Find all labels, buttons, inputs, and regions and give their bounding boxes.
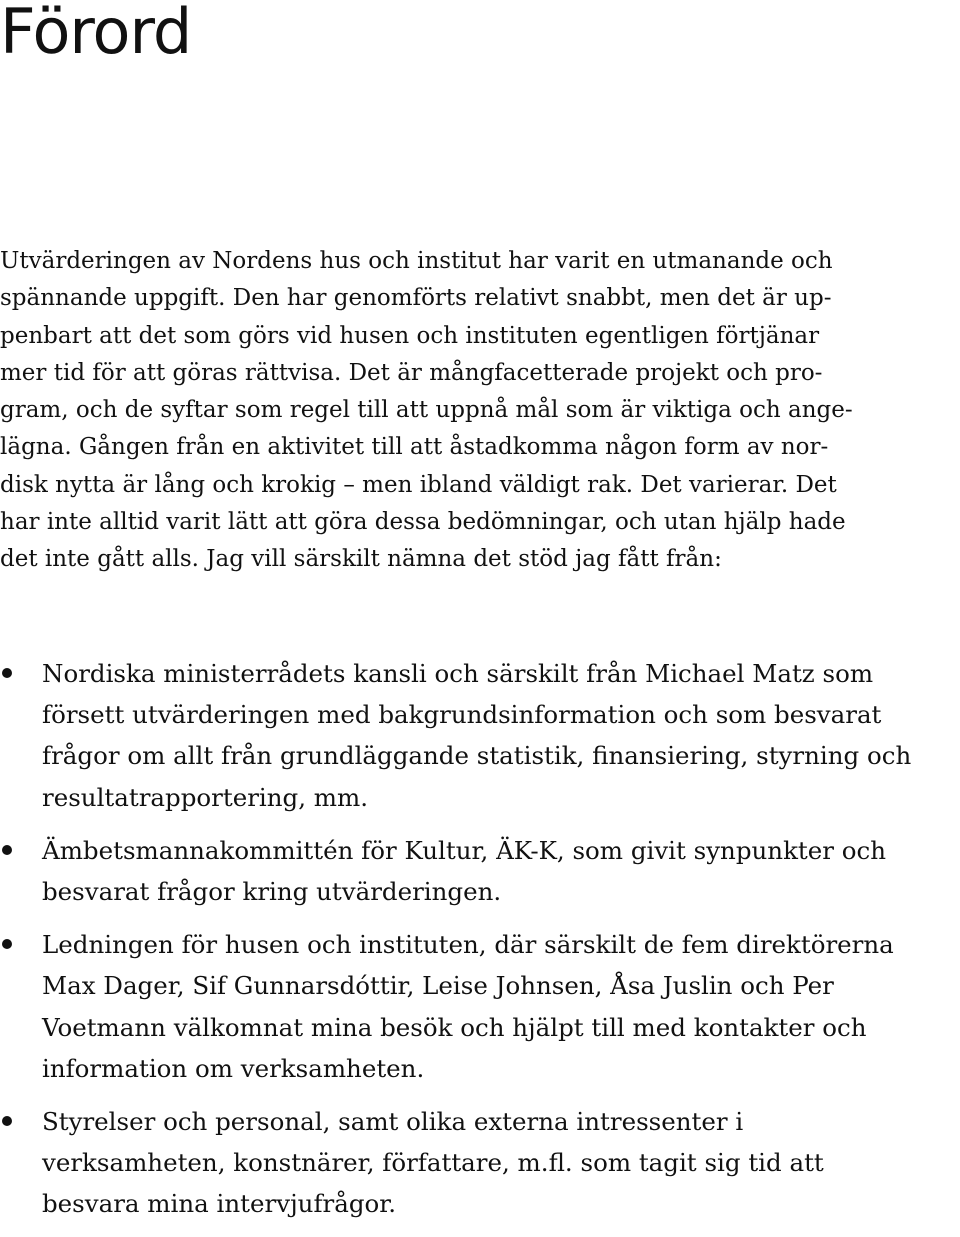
list-item-line: verksamheten, konstnärer, författare, m.fl. som tagit sig tid att [42,1148,824,1178]
intro-paragraph [0,243,960,579]
list-item [0,653,960,818]
list-item [0,830,960,912]
intro-line: penbart att det som görs vid husen och instituten egentligen förtjänar [0,322,820,349]
intro-line: mer tid för att göras rättvisa. Det är mångfacetterade projekt och pro- [0,359,823,386]
list-item-line: besvara mina intervjufrågor. [42,1189,397,1219]
bullet-icon [2,1116,12,1126]
intro-line: det inte gått alls. Jag vill särskilt nämna det stöd jag fått från: [0,546,722,573]
bullet-icon [2,668,12,678]
list-item [0,1101,960,1225]
list-item-line: försett utvärderingen med bakgrundsinformation och som besvarat [42,700,882,730]
page-title: Förord [0,0,192,68]
intro-line: har inte alltid varit lätt att göra dessa bedömningar, och utan hjälp hade [0,509,846,536]
intro-line: disk nytta är lång och krokig – men ibland väldigt rak. Det varierar. Det [0,471,837,498]
list-item-line: Ledningen för husen och instituten, där särskilt de fem direktörerna [42,930,894,960]
acknowledgement-list [0,653,960,1237]
intro-line: lägna. Gången från en aktivitet till att åstadkomma någon form av nor- [0,434,829,461]
list-item-line: Voetmann välkomnat mina besök och hjälpt till med kontakter och [42,1012,867,1042]
list-item-line: resultatrapportering, mm. [42,782,369,812]
intro-line: gram, och de syftar som regel till att uppnå mål som är viktiga och ange- [0,397,853,424]
bullet-icon [2,939,12,949]
list-item-line: Max Dager, Sif Gunnarsdóttir, Leise Johnsen, Åsa Juslin och Per [42,971,834,1001]
list-item-line: information om verksamheten. [42,1053,425,1083]
bullet-icon [2,845,12,855]
list-item-line: Styrelser och personal, samt olika externa intressenter i [42,1107,744,1137]
list-item [0,924,960,1089]
intro-line: spännande uppgift. Den har genomförts relativt snabbt, men det är up- [0,285,832,312]
list-item-line: besvarat frågor kring utvärderingen. [42,877,502,907]
list-item-line: Nordiska ministerrådets kansli och särskilt från Michael Matz som [42,659,874,688]
intro-line: Utvärderingen av Nordens hus och institut har varit en utmanande och [0,248,833,274]
list-item-line: Ämbetsmannakommittén för Kultur, ÄK-K, som givit synpunkter och [42,835,887,865]
list-item-line: frågor om allt från grundläggande statistik, finansiering, styrning och [42,741,912,771]
